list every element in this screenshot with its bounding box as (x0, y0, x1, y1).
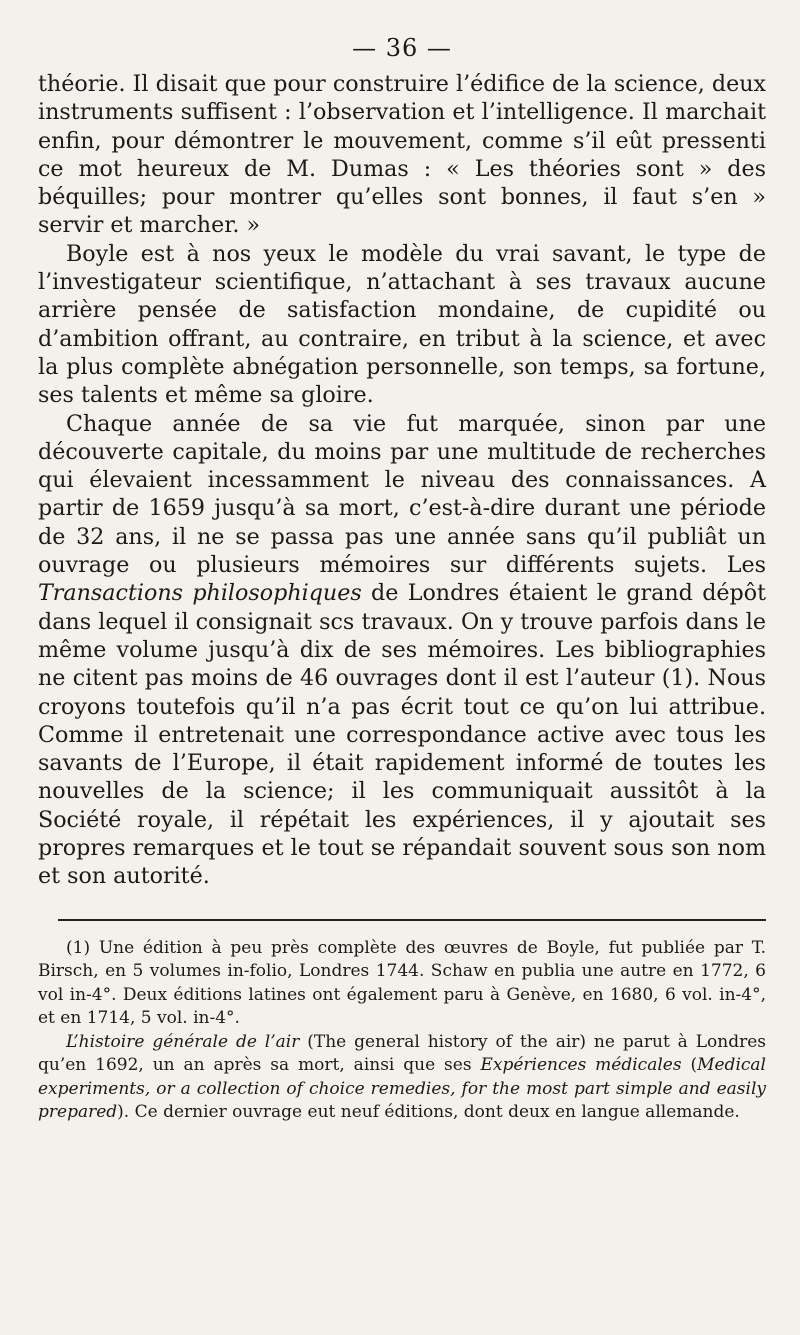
footnote-2-text-2: ( (681, 1055, 698, 1076)
paragraph-3-text-a: Chaque année de sa vie fut marquée, sinon par une découverte capitale, du moins par une multitude de recherches qui élevaient incessamment le niveau des connaissances. A partir de 1659 jusqu’à sa mort, c’est-à-dire durant une période de 32 ans, il ne se passa pas une année sans qu’il publiât un ouvrage ou plusieurs mémoires sur différents sujets. Les (38, 410, 766, 579)
footnote-2-italic-3: Medical experiments, or a collection of choice remedies, for the most part simple and easily prepared (38, 1055, 766, 1123)
paragraph-3 (38, 410, 766, 891)
footnote-2 (38, 1031, 766, 1125)
paragraph-1: théorie. Il disait que pour construire l’édifice de la science, deux instruments suffisent : l’observation et l’intelligence. Il marchait enfin, pour démontrer le mouvement, comme s’il eût pressenti ce mot heureux de M. Dumas : « Les théories sont » des béquilles; pour montrer qu’elles sont bonnes, il faut s’en » servir et marcher. » (38, 71, 766, 239)
paragraph-3-italic-title: Transactions philosophiques (38, 580, 362, 607)
footnote-2-italic-2: Expériences médicales (480, 1055, 682, 1076)
footnote-rule (58, 919, 766, 921)
footnote-2-italic-1: L’histoire générale de l’air (66, 1031, 300, 1052)
page-number: — 36 — (352, 34, 452, 62)
footnote-2-text-1: (The general history of the air) ne parut à Londres qu’en 1692, un an après sa mort, ainsi que ses (38, 1031, 766, 1076)
footnotes (38, 937, 766, 1125)
paragraph-3-text-b: de Londres étaient le grand dépôt dans lequel il consignait scs travaux. On y trouve parfois dans le même volume jusqu’à dix de ses mémoires. Les bibliographies ne citent pas moins de 46 ouvrages dont il est l’auteur (1). Nous croyons toutefois qu’il n’a pas écrit tout ce qu’on lui attribue. Comme il entretenait une correspondance active avec tous les savants de l’Europe, il était rapidement informé de toutes les nouvelles de la science; il les communiquait aussitôt à la Société royale, il répétait les expériences, il y ajoutait ses propres remarques et le tout se répandait souvent sous son nom et son autorité. (38, 580, 767, 890)
body-text (38, 70, 766, 891)
footnote-2-text-3: ). Ce dernier ouvrage eut neuf éditions, dont deux en langue allemande. (117, 1102, 740, 1123)
footnote-1: (1) Une édition à peu près complète des œuvres de Boyle, fut publiée par T. Birsch, en 5 volumes in-folio, Londres 1744. Schaw en publia une autre en 1772, 6 vol in-4°. Deux éditions latines ont également paru à Genève, en 1680, 6 vol. in-4°, et en 1714, 5 vol. in-4°. (38, 937, 766, 1029)
paragraph-2: Boyle est à nos yeux le modèle du vrai savant, le type de l’investigateur scientifique, n’attachant à ses travaux aucune arrière pensée de satisfaction mondaine, de cupidité ou d’ambition offrant, au contraire, en tribut à la science, et avec la plus complète abnégation personnelle, son temps, sa fortune, ses talents et même sa gloire. (38, 240, 766, 409)
